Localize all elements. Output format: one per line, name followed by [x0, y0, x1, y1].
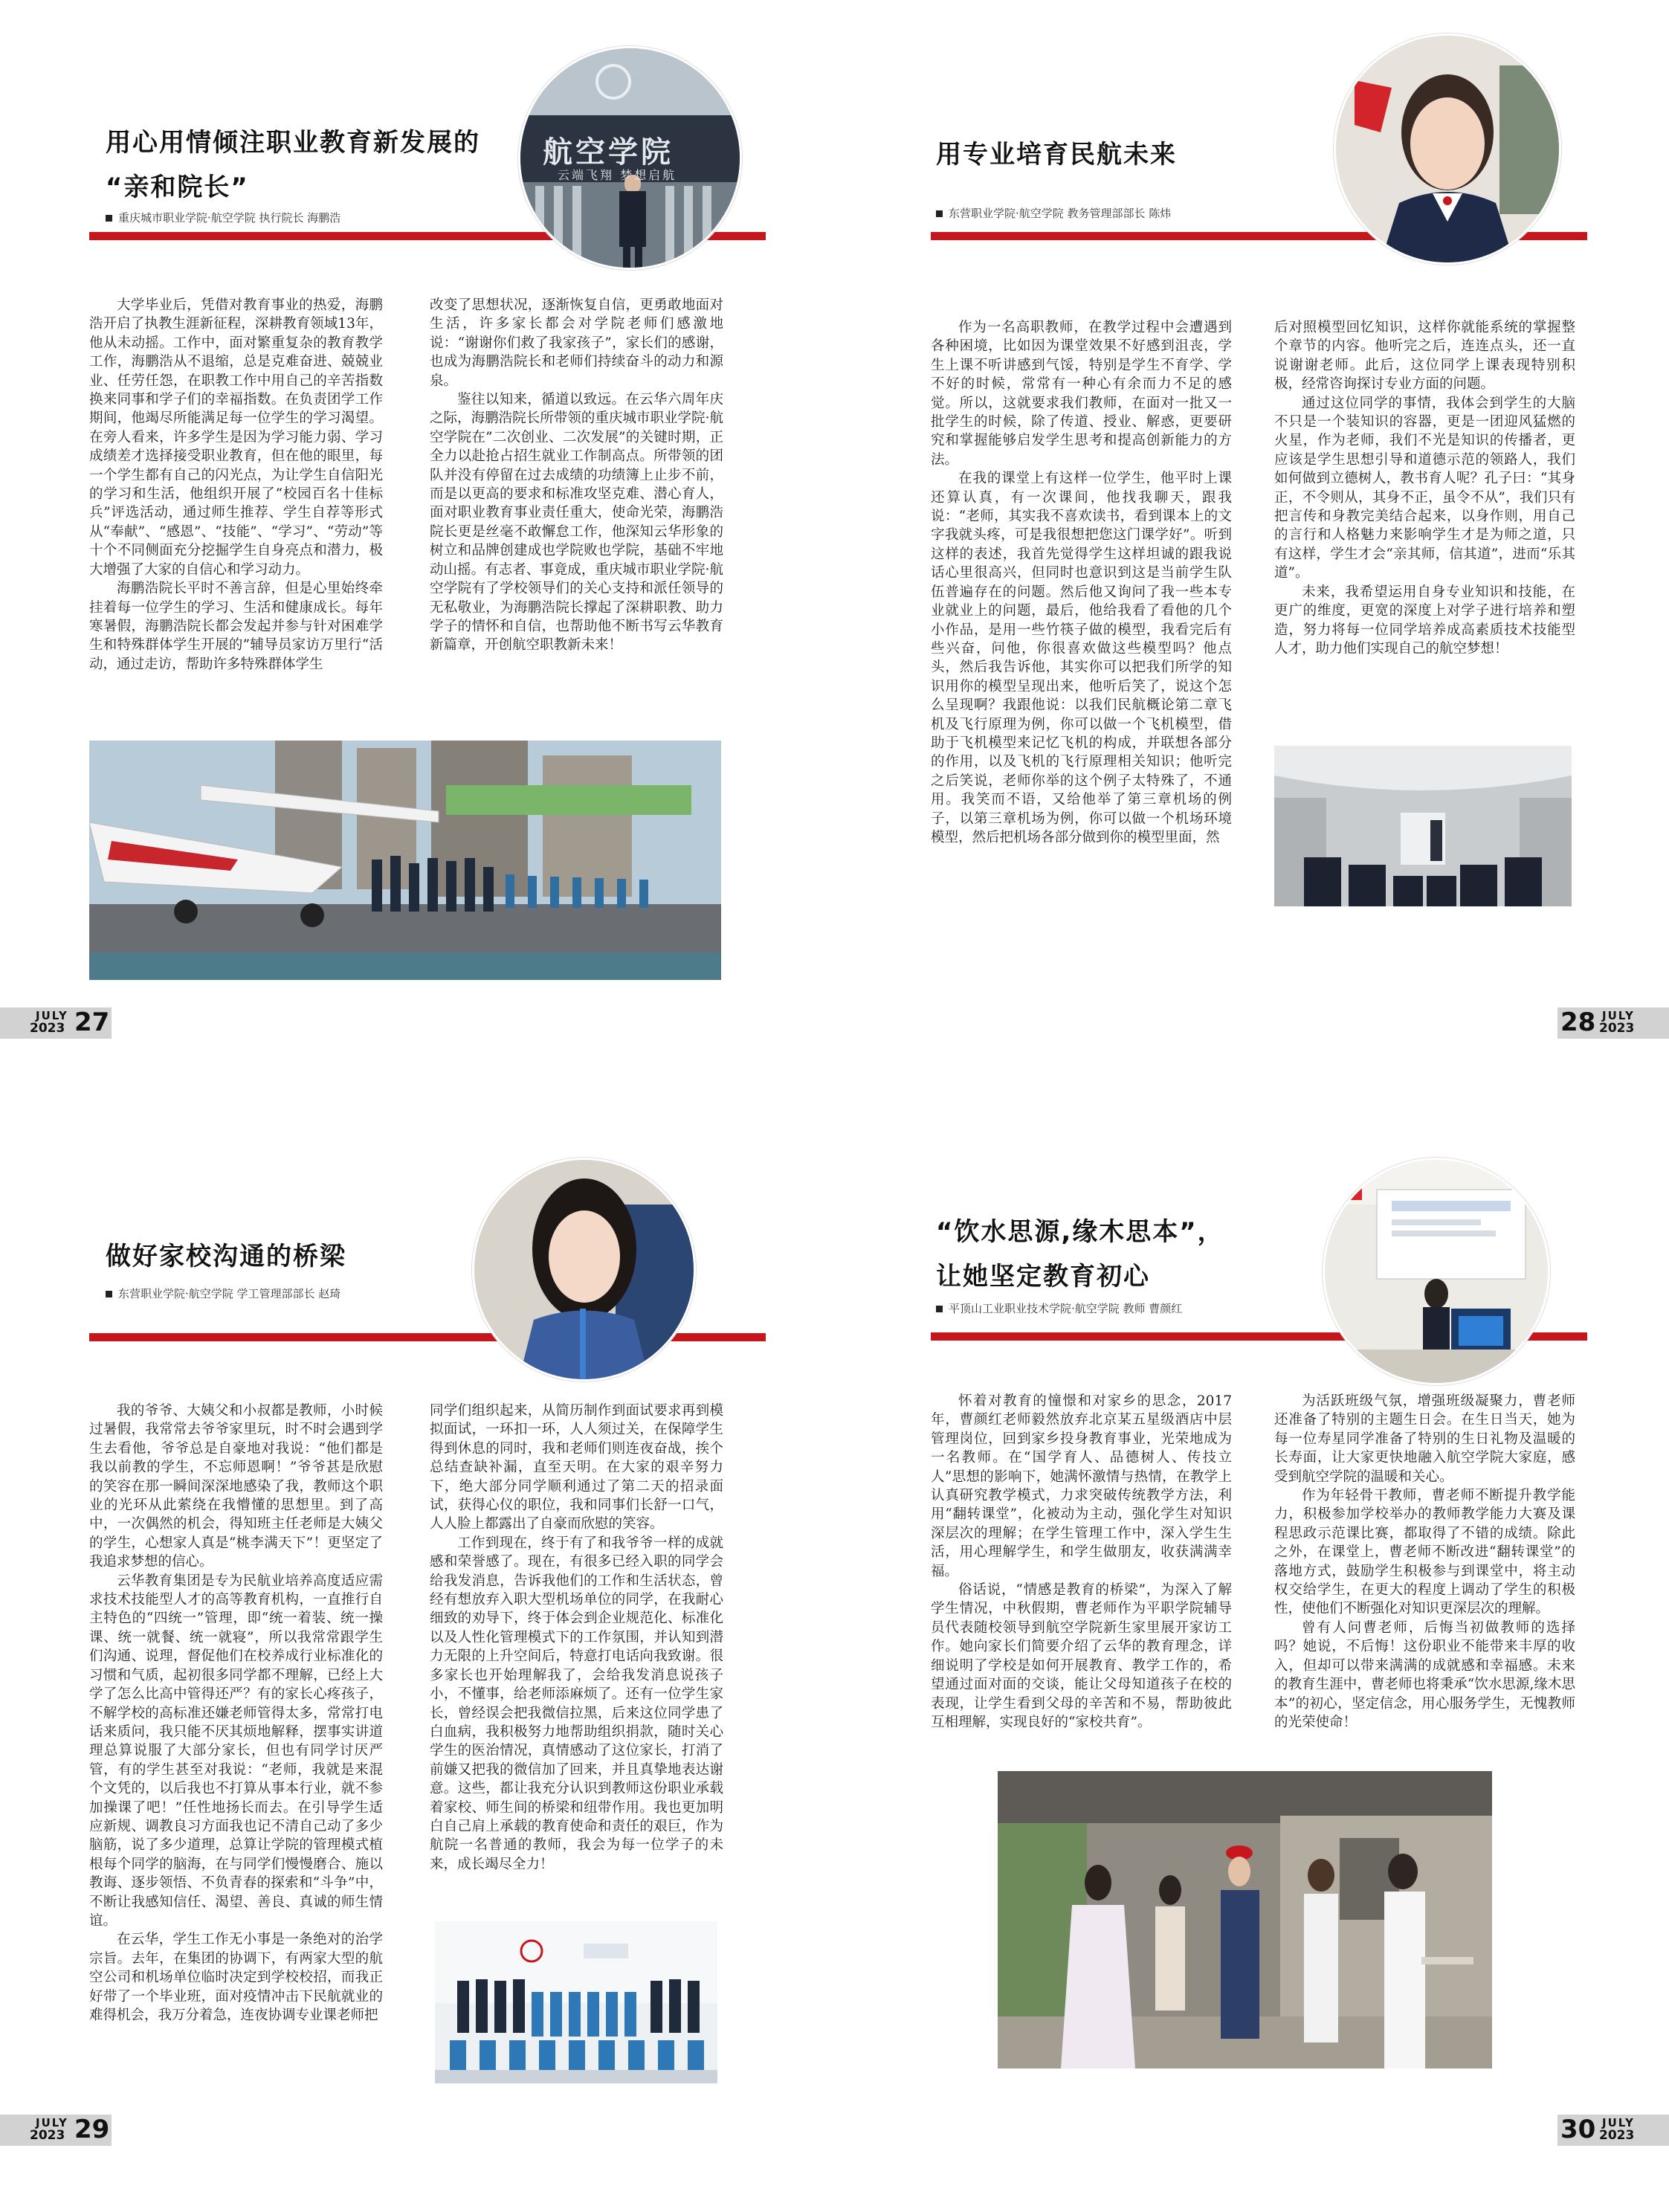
p29-paragraph: 同学们组织起来，从简历制作到面试要求再到模拟面试，一环扣一环，人人须过关，在保障学生得到休息的同时，我和老师们则连夜奋战，挨个总结查缺补漏，直至天明。在大家的艰辛努力下，绝大部分同学顺利通过了第二天的招录面试，获得心仪的职位，我和同事们长舒一口气，人人脸上都露出了自豪而欣慰的笑容。 — [430, 1403, 723, 1532]
page-27 — [0, 0, 834, 1106]
p27-airplane-photo — [89, 741, 721, 980]
p28-page-number — [1550, 1007, 1669, 1039]
p27-title-line1: 用心用情倾注职业教育新发展的 — [106, 128, 480, 158]
p28-column-1 — [931, 318, 1232, 847]
p30-paragraph: 作为年轻骨干教师，曹老师不断提升教学能力，积极参加学校举办的教师教学能力大赛及课程思政示范课比赛，都取得了不错的成绩。除此之外，在课堂上，曹老师不断改进“翻转课堂”的落地方式，鼓励学生积极参与到课堂中，将主动权交给学生，在更大的程度上调动了学生的积极性，使他们不断强化对知识更深层次的理解。 — [1274, 1488, 1575, 1617]
byline-square-icon — [106, 1291, 112, 1297]
p28-paragraph: 通过这位同学的事情，我体会到学生的大脑不只是一个装知识的容器，更是一团迎风猛燃的火星，作为老师，我们不光是知识的传播者，更应该是学生思想引导和道德示范的领路人，我们如何做到立德树人，教书育人呢？孔子曰：“其身正，不令则从，其身不正，虽令不从”，我们只有把言传和身教完美结合起来，以身作则，用自己的言行和人格魅力来影响学生才是为师之道，只有这样，学生才会“亲其师，信其道”，进而“乐其道”。 — [1274, 395, 1575, 581]
p29-paragraph: 我的爷爷、大姨父和小叔都是教师，小时候过暑假，我常常去爷爷家里玩，时不时会遇到学生去看他，爷爷总是自豪地对我说：“他们都是我以前教的学生，不忘师恩啊！”爷爷甚是欣慰的笑容在那一瞬间深深地感染了我，教师这个职业的光环从此萦绕在我懵懂的思想里。到了高中，一次偶然的机会，得知班主任老师是大姨父的学生，心想家人真是“桃李满天下”！更坚定了我追求梦想的信心。 — [89, 1403, 383, 1570]
p27-paragraph: 鉴往以知来，循道以致远。在云华六周年庆之际，海鹏浩院长所带领的重庆城市职业学院·航空学院在”二次创业、二次发展”的关键时期，正全力以赴抢占招生就业工作制高点。所带领的团队并没有停留在过去成绩的功绩簿上止步不前，而是以更高的要求和标准攻坚克难、潜心育人，面对职业教育事业责任重大，使命光荣，海鹏浩院长更是丝毫不敢懈怠工作，他深知云华形象的树立和品牌创建成也学院败也学院，基础不牢地动山摇。有志者、事竟成，重庆城市职业学院·航空学院有了学校领导们的关心支持和派任领导的无私敬业，为海鹏浩院长撑起了深耕职教、助力学子的情怀和自信，也帮助他不断书写云华教育新篇章，开创航空职教新未来！ — [430, 392, 723, 654]
byline-square-icon — [936, 1306, 943, 1312]
p30-paragraph: 俗话说，“情感是教育的桥梁”，为深入了解学生情况，中秋假期，曹老师作为平职学院辅导员代表随校领导到航空学院新生家里展开家访工作。她向家长们简要介绍了云华的教育理念，详细说明了学校是如何开展教育、教学工作的，希望通过面对面的交谈，能让父母知道孩子在校的表现，让学生看到父母的辛苦和不易，帮助彼此互相理解，实现良好的“家校共育”。 — [931, 1582, 1232, 1730]
p28-cabin-photo — [1274, 746, 1572, 906]
p28-byline: 东营职业学院·航空学院 教务管理部部长 陈炜 — [936, 205, 1171, 221]
home-visit-image — [998, 1771, 1492, 2068]
p29-group-photo — [435, 1921, 717, 2083]
p30-paragraph: 为活跃班级气氛，增强班级凝聚力，曹老师还准备了特别的主题生日会。在生日当天，她为每一位寿星同学准备了特别的生日礼物及温暖的长寿面，让大家更快地融入航空学院大家庭，感受到航空学院的温暖和关心。 — [1274, 1393, 1575, 1485]
p29-title: 做好家校沟通的桥梁 — [106, 1242, 346, 1271]
p27-portrait-photo — [518, 46, 742, 270]
page-month: JULY — [36, 2116, 68, 2129]
p29-portrait-photo — [472, 1158, 696, 1381]
p27-title-line2: “亲和院长” — [106, 172, 249, 202]
p30-portrait-photo — [1323, 1158, 1550, 1385]
p29-column-2 — [430, 1402, 723, 1874]
p27-column-2 — [430, 296, 723, 655]
p29-paragraph: 工作到现在，终于有了和我爷爷一样的成就感和荣誉感了。现在，有很多已经入职的同学会给我发消息，告诉我他们的工作和生活状态，曾经有想放弃入职大型机场单位的同学，在我耐心细致的劝导下，终于体会到企业规范化、标准化以及人性化管理模式下的工作氛围，并认知到潜力无限的上升空间后，特意打电话向我致谢。很多家长也开始理解我了，会给我发消息说孩子小，不懂事，给老师添麻烦了。还有一位学生家长，曾经误会把我微信拉黑，后来这位同学患了白血病，我积极努力地帮助组织捐款，随时关心学生的医治情况，真情感动了这位家长，打消了前嫌又把我的微信加了回来，并且真挚地表达谢意。这些，都让我充分认识到教师这份职业承载着家校、师生间的桥梁和纽带作用。我也更加明白自己肩上承载的教育使命和责任的艰巨，作为航院一名普通的教师，我会为每一位学子的未来，成长竭尽全力！ — [430, 1535, 723, 1872]
p27-column-1 — [89, 296, 383, 674]
page-29 — [0, 1106, 834, 2212]
p30-paragraph: 怀着对教育的憧憬和对家乡的思念，2017年，曹颜红老师毅然放弃北京某五星级酒店中层管理岗位，回到家乡投身教育事业，光荣地成为一名教师。在“国学育人、品德树人、传技立人”思想的影响下，她满怀激情与热情，在教学上认真研究教学模式，力求突破传统教学方法，利用“翻转课堂”，化被动为主动，强化学生对知识深层次的理解；在学生管理工作中，深入学生生活，用心理解学生，和学生做朋友，收获满满幸福。 — [931, 1393, 1232, 1579]
p27-title — [106, 120, 507, 210]
p27-page-number — [0, 1007, 119, 1039]
p30-title-line2: 让她坚定教育初心 — [936, 1262, 1150, 1292]
airplane-scene-image — [89, 741, 721, 980]
p28-paragraph: 后对照模型回忆知识，这样你就能系统的掌握整个章节的内容。他听完之后，连连点头，还一直说谢谢老师。此后，这位同学上课表现特别积极，经常咨询探讨专业方面的问题。 — [1274, 320, 1575, 393]
page-year: 2023 — [30, 2128, 65, 2143]
p29-byline: 东营职业学院·航空学院 学工管理部部长 赵琦 — [106, 1286, 340, 1301]
p30-page-number — [1550, 2115, 1669, 2146]
p28-title: 用专业培育民航未来 — [936, 140, 1177, 170]
p28-paragraph: 在我的课堂上有这样一位学生，他平时上课还算认真，有一次课间，他找我聊天，跟我说：“老师，其实我不喜欢读书，看到课本上的文字我就头疼，可是我很想把您这门课学好”。听到这样的表述，我首先觉得学生这样坦诚的跟我说话心里很高兴，但同时也意识到这是当前学生队伍普遍存在的问题。然后他又询问了我一些本专业就业上的问题，最后，他给我看了看他的几个小作品，是用一些竹筷子做的模型，我看完后有些兴奋，问他，你很喜欢做这些模型吗？他点头，然后我告诉他，其实你可以把我们所学的知识用你的模型呈现出来，他听后笑了，说这个怎么呈现啊？我跟他说：以我们民航概论第二章飞机及飞行原理为例，你可以做一个飞机模型，借助于飞机模型来记忆飞机的构成，并联想各部分的作用，以及飞机的飞行原理相关知识；他听完之后笑说，老师你举的这个例子太特殊了，不通用。我笑而不语，又给他举了第三章机场的例子，以第三章机场为例，你可以做一个机场环境模型，然后把机场各部分做到你的模型里面，然 — [931, 471, 1232, 845]
page-28 — [834, 0, 1669, 1106]
p30-byline: 平顶山工业职业技术学院·航空学院 教师 曹颜红 — [936, 1300, 1182, 1316]
p29-portrait-illustration — [474, 1160, 694, 1379]
p30-title — [936, 1210, 1293, 1299]
p30-paragraph: 曾有人问曹老师，后悔当初做教师的选择吗？她说，不后悔！这份职业不能带来丰厚的收入，但却可以带来满满的成就感和幸福感。未来的教育生涯中，曹老师也将秉承“饮水思源,缘木思本”的初心，坚定信念，用心服务学生，无愧教师的光荣使命！ — [1274, 1619, 1575, 1730]
p29-page-number — [0, 2115, 119, 2146]
p27-paragraph: 改变了思想状况，逐渐恢复自信，更勇敢地面对生活，许多家长都会对学院老师们感激地说：“谢谢你们救了我家孩子”，家长们的感谢，也成为海鹏浩院长和老师们持续奋斗的动力和源泉。 — [430, 297, 723, 389]
p28-portrait-illustration — [1336, 36, 1559, 262]
cabin-classroom-image — [1274, 746, 1572, 906]
p30-title-line1: “饮水思源,缘木思本”， — [936, 1217, 1224, 1247]
page-year: 2023 — [1599, 2128, 1635, 2143]
p30-portrait-illustration — [1325, 1160, 1548, 1383]
page-30 — [834, 1106, 1669, 2212]
p28-paragraph: 作为一名高职教师，在教学过程中会遭遇到各种困境，比如因为课堂效果不好感到沮丧，学生上课不听讲感到气馁，特别是学生不育学、学不好的时候，常常有一种心有余而力不足的感觉。所以，这就要求我们教师，在面对一批又一批学生的时候，除了传道、授业、解惑，更要研究和掌握能够启发学生思考和提高创新能力的方法。 — [931, 320, 1232, 468]
p30-column-1 — [931, 1392, 1232, 1732]
byline-square-icon — [106, 215, 112, 222]
p27-portrait-sign: 航空学院 — [543, 135, 674, 170]
p27-portrait-sign-sub: 云端飞翔 梦想启航 — [558, 168, 677, 182]
p28-portrait-photo — [1334, 33, 1561, 265]
p29-paragraph: 云华教育集团是专为民航业培养高度适应需求技术技能型人才的高等教育机构，一直推行自主特色的“四统一”管理，即“统一着装、统一操课、统一就餐、统一就寝”，所以我常常跟学生们沟通、说理，督促他们在校养成行业标准化的习惯和气质，起初很多同学都不理解，已经上大学了怎么比高中管得还严？有的家长心疼孩子，不解学校的高标准还嫌老师管得太多，常常打电话来质问，我只能不厌其烦地解释，摆事实讲道理总算说服了大部分家长，但也有同学讨厌严管，有的学生甚至对我说：“老师，我就是来混个文凭的，以后我也不打算从事本行业，就不参加操课了吧！”任性地扬长而去。在引导学生适应新规、调教良习方面我也记不清自己动了多少脑筋，说了多少道理，总算让学院的管理模式植根每个同学的脑海，在与同学们慢慢磨合、施以教诲、逐步领悟、不负青春的探索和“斗争”中，不断让我感知信任、渴望、善良、真诚的师生情谊。 — [89, 1573, 383, 1929]
page-num: 28 — [1560, 1007, 1596, 1037]
page-num: 27 — [74, 1007, 110, 1037]
p30-home-visit-photo — [998, 1771, 1492, 2068]
page-num: 29 — [74, 2115, 110, 2144]
page-year: 2023 — [30, 1021, 65, 1036]
p28-paragraph: 未来，我希望运用自身专业知识和技能，在更广的维度，更宽的深度上对学子进行培养和塑造，努力将每一位同学培养成高素质技术技能型人才，助力他们实现自己的航空梦想！ — [1274, 584, 1575, 657]
byline-square-icon — [936, 210, 943, 217]
p29-column-1 — [89, 1402, 383, 2025]
page-month: JULY — [1602, 1009, 1635, 1022]
p28-column-2 — [1274, 318, 1575, 658]
p27-paragraph: 海鹏浩院长平时不善言辞，但是心里始终牵挂着每一位学生的学习、生活和健康成长。每年寒暑假，海鹏浩院长都会发起并参与针对困难学生和特殊群体学生开展的”辅导员家访万里行“活动，通过走访，帮助许多特殊群体学生 — [89, 581, 383, 672]
page-month: JULY — [36, 1009, 68, 1022]
page-month: JULY — [1602, 2116, 1635, 2129]
p29-paragraph: 在云华，学生工作无小事是一条绝对的治学宗旨。去年，在集团的协调下，有两家大型的航空公司和机场单位临时决定到学校校招，而我正好带了一个毕业班，面对疫情冲击下民航就业的难得机会，我万分着急，连夜协调专业课老师把 — [89, 1932, 383, 2023]
p27-paragraph: 大学毕业后，凭借对教育事业的热爱，海鹏浩开启了执教生涯新征程，深耕教育领域13年，他从未动摇。工作中，面对繁重复杂的教育教学工作，海鹏浩从不退缩，总是克难奋进、兢兢业业、任劳任怨，在职教工作中用自己的辛苦指数换来同事和学子们的幸福指数。在负责团学工作期间，他竭尽所能满足每一位学生的学习渴望。在旁人看来，许多学生是因为学习能力弱、学习成绩差才选择接受职业教育，但在他的眼里，每一个学生都有自己的闪光点，为让学生自信阳光的学习和生活，他组织开展了“校园百名十佳标兵”评选活动，通过师生推荐、学生自荐等形式从“奉献”、“感恩”、“技能”、“学习”、“劳动”等十个不同侧面充分挖掘学生自身亮点和潜力，极大增强了大家的自信心和学习动力。 — [89, 297, 383, 578]
p30-column-2 — [1274, 1392, 1575, 1732]
group-uniform-image — [435, 1921, 717, 2083]
p27-byline: 重庆城市职业学院·航空学院 执行院长 海鹏浩 — [106, 210, 340, 225]
page-num: 30 — [1560, 2115, 1596, 2144]
page-year: 2023 — [1599, 1021, 1635, 1036]
